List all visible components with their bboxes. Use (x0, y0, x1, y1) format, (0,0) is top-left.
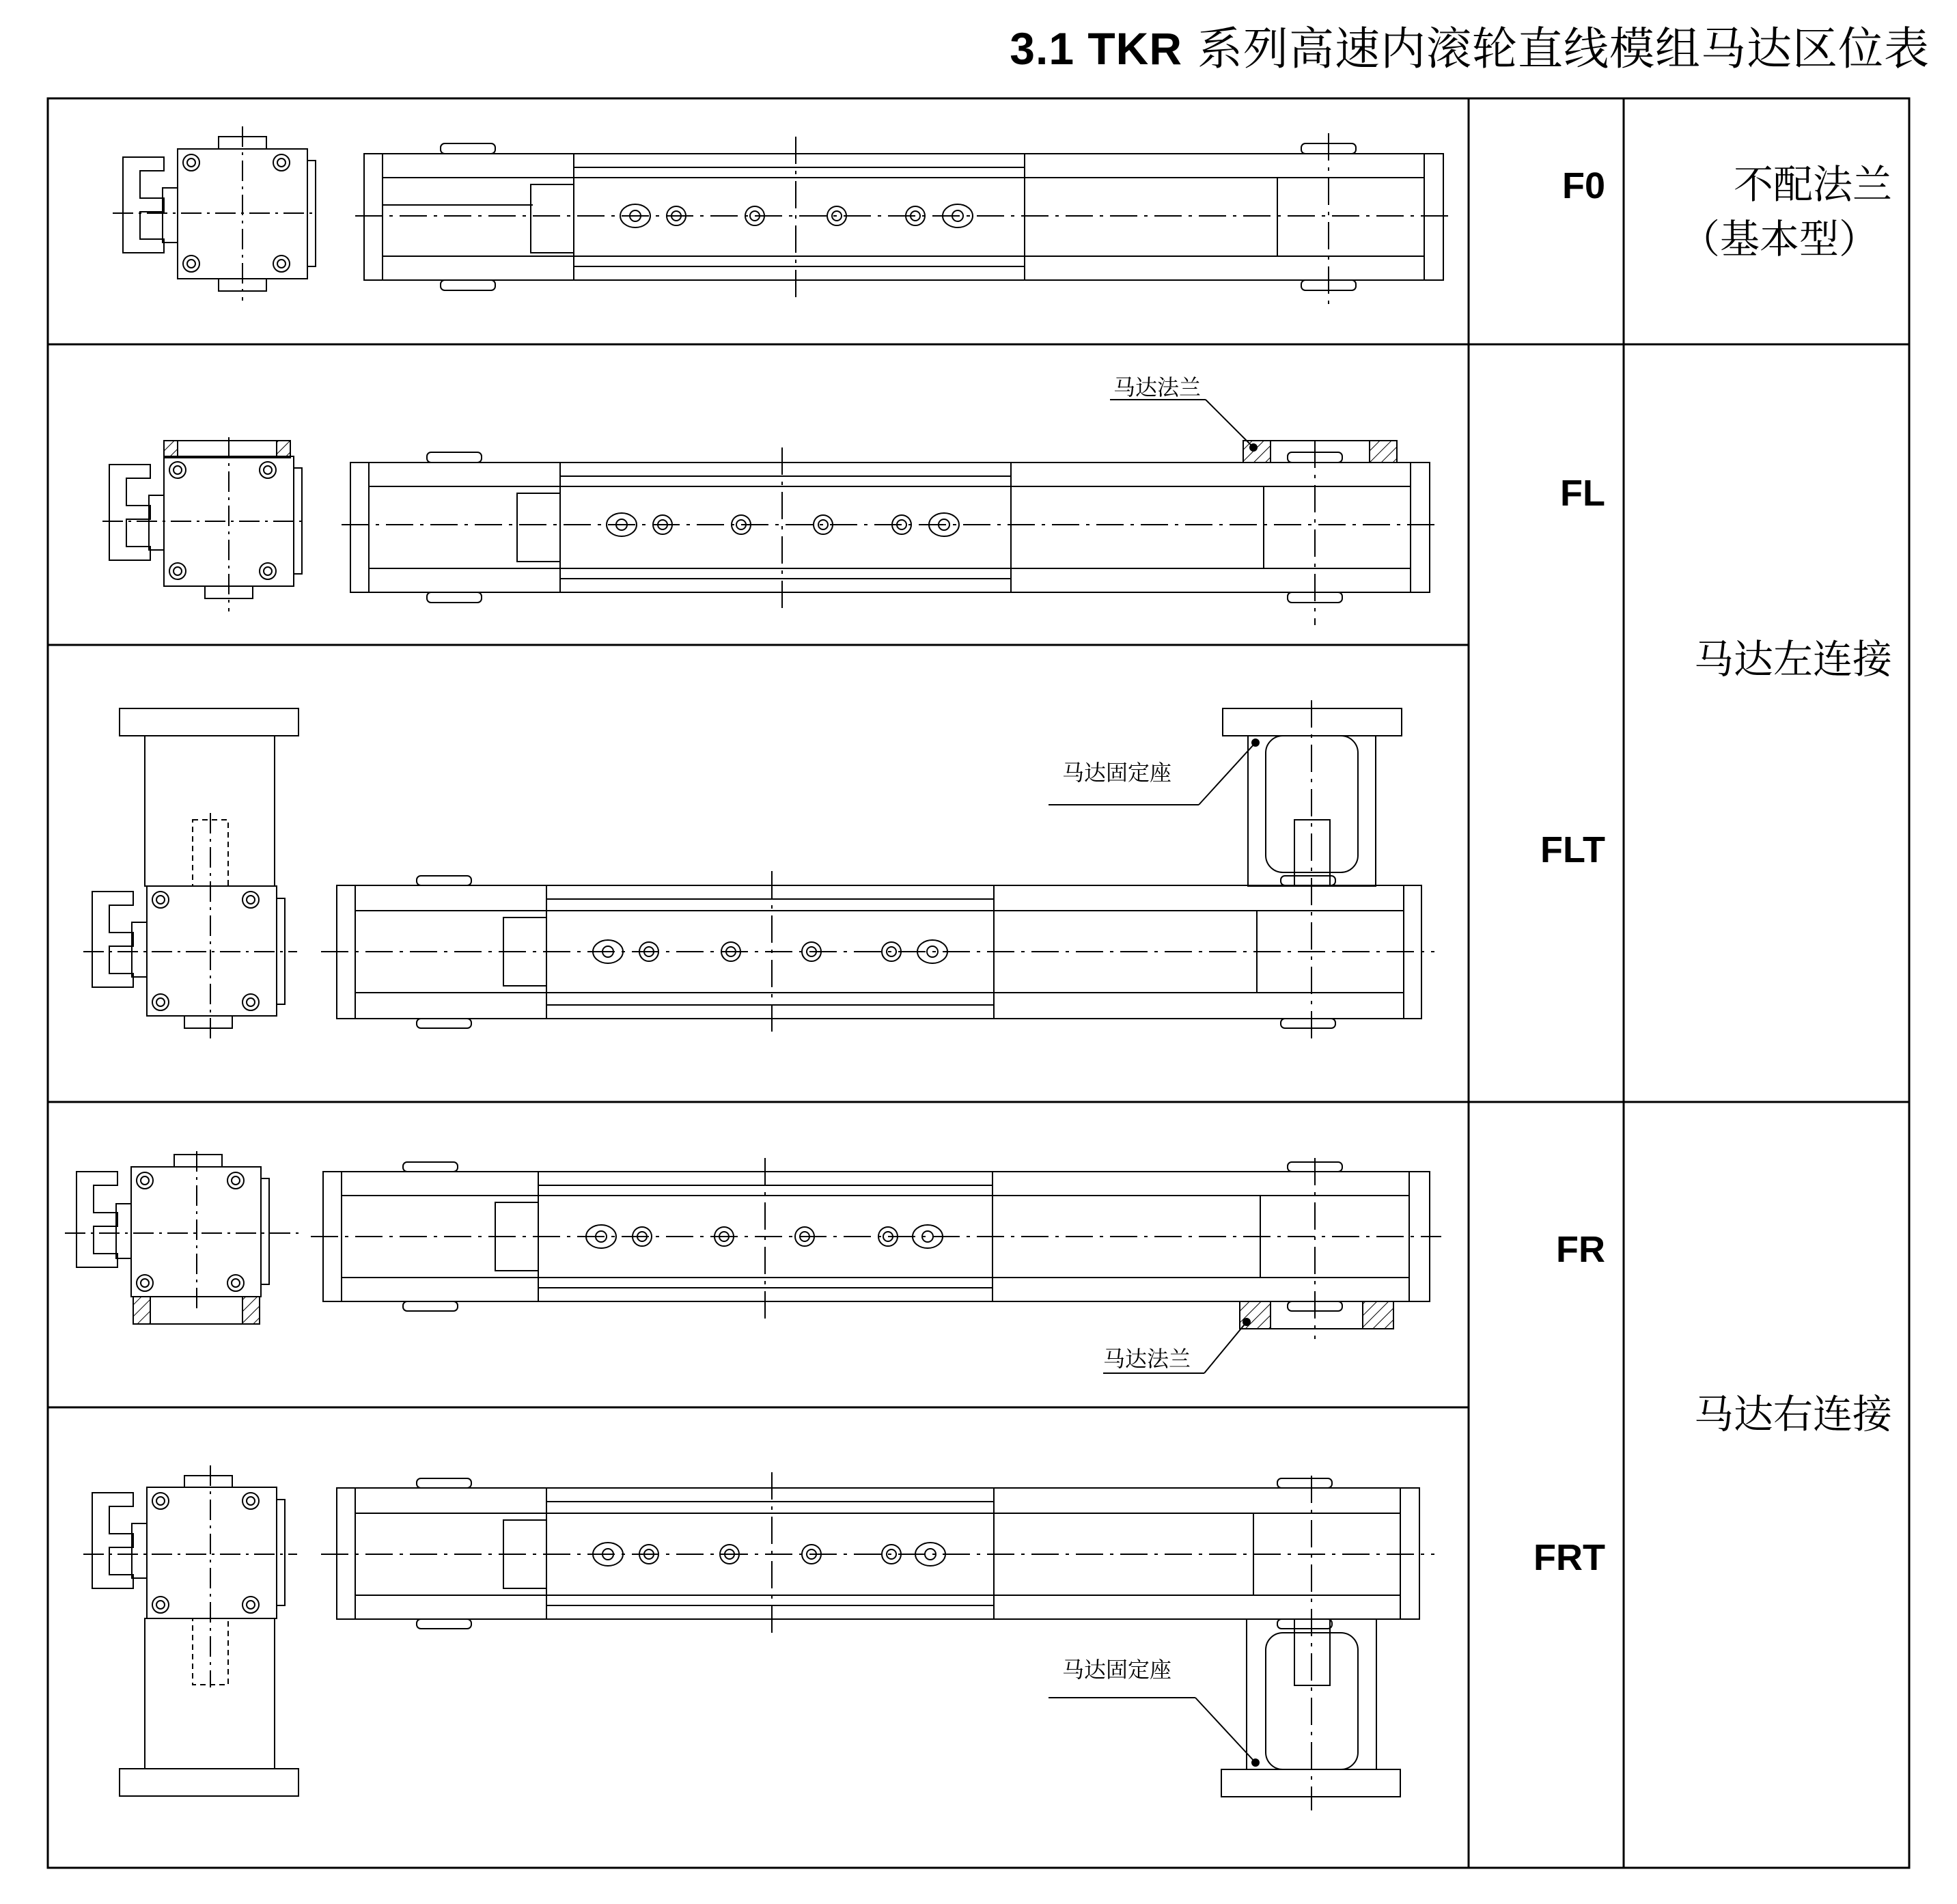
end-view-flt (83, 708, 299, 1038)
drawing-fl (102, 400, 1438, 625)
table-grid (48, 98, 1909, 1868)
callout-motor-flange-fl: 马达法兰 (1113, 374, 1202, 400)
callout-motor-mount-frt: 马达固定座 (1062, 1657, 1172, 1683)
row-code-frt: FRT (1533, 1537, 1605, 1578)
end-view-f0 (113, 126, 318, 301)
side-view-fr (311, 1158, 1441, 1339)
row-code-fr: FR (1556, 1229, 1605, 1270)
category-none-line1: 不配法兰 (1733, 161, 1892, 208)
category-motor-right: 马达右连接 (1693, 1391, 1892, 1437)
drawing-frt (83, 1465, 1434, 1810)
callout-motor-mount-flt: 马达固定座 (1062, 760, 1172, 786)
drawing-fr (65, 1151, 1441, 1373)
page-title: 3.1 TKR 系列高速内滚轮直线模组马达区位表 (1010, 23, 1930, 75)
drawing-flt (83, 700, 1434, 1038)
callout-motor-flange-fr: 马达法兰 (1103, 1346, 1191, 1372)
callout-fl (1110, 400, 1257, 451)
callout-frt (1049, 1698, 1259, 1766)
category-none-line2: （基本型） (1680, 216, 1878, 262)
side-view-frt (321, 1472, 1434, 1810)
row-code-f0: F0 (1562, 165, 1605, 206)
side-view-f0 (355, 133, 1452, 311)
end-view-fl (102, 437, 304, 611)
drawing-f0 (113, 126, 1452, 311)
side-view-flt (321, 700, 1434, 1038)
side-view-fl (342, 441, 1438, 625)
end-view-frt (83, 1465, 299, 1796)
category-motor-left: 马达左连接 (1693, 636, 1892, 682)
end-view-fr (65, 1151, 304, 1324)
row-code-flt: FLT (1540, 829, 1605, 870)
row-code-fl: FL (1560, 473, 1605, 514)
